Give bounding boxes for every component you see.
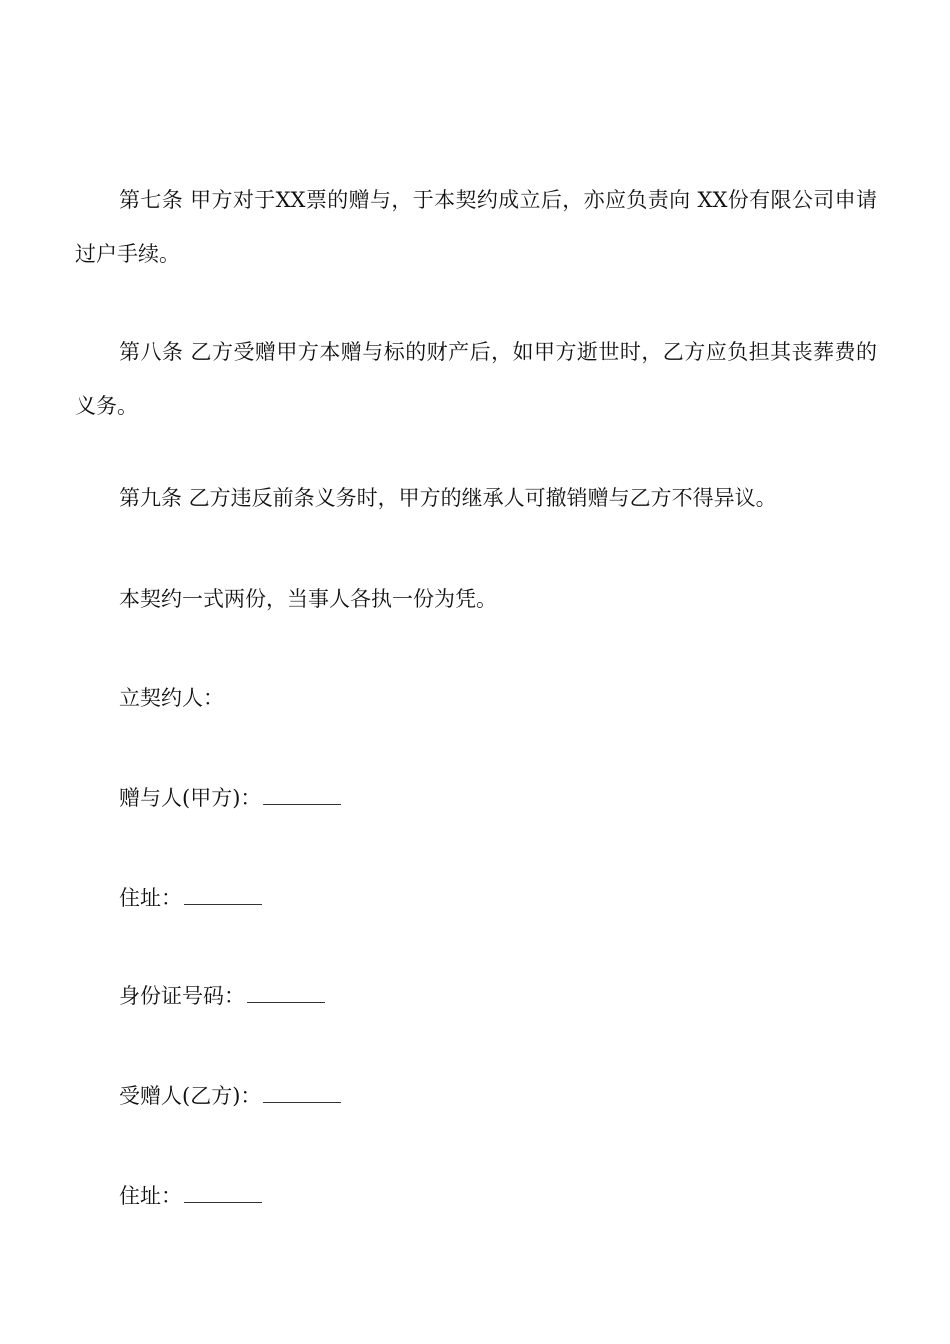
field-id-number-label: 身份证号码： bbox=[119, 984, 245, 1008]
field-id-number bbox=[119, 981, 325, 1011]
field-recipient-address-blank[interactable] bbox=[184, 1184, 262, 1203]
article-9: 第九条 乙方违反前条义务时，甲方的继承人可撤销赠与乙方不得异议。 bbox=[119, 486, 777, 510]
field-recipient-blank[interactable] bbox=[263, 1084, 341, 1103]
field-recipient-address bbox=[119, 1181, 262, 1211]
field-donor-blank[interactable] bbox=[263, 786, 341, 805]
field-donor-address-blank[interactable] bbox=[184, 886, 262, 905]
field-donor-address bbox=[119, 883, 262, 913]
field-recipient-address-label: 住址： bbox=[119, 1184, 182, 1208]
field-recipient bbox=[119, 1081, 341, 1111]
signatories-title: 立契约人： bbox=[119, 686, 224, 710]
article-8: 第八条 乙方受赠甲方本赠与标的财产后，如甲方逝世时，乙方应负担其丧葬费的义务。 bbox=[75, 340, 877, 418]
field-donor-address-label: 住址： bbox=[119, 886, 182, 910]
article-7: 第七条 甲方对于XX票的赠与，于本契约成立后，亦应负责向 XX份有限公司申请过户手续。 bbox=[75, 188, 877, 266]
field-recipient-label: 受赠人(乙方)： bbox=[119, 1084, 262, 1108]
field-donor-label: 赠与人(甲方)： bbox=[119, 786, 262, 810]
field-donor bbox=[119, 783, 341, 813]
closing-statement: 本契约一式两份，当事人各执一份为凭。 bbox=[119, 587, 497, 611]
field-id-number-blank[interactable] bbox=[247, 984, 325, 1003]
